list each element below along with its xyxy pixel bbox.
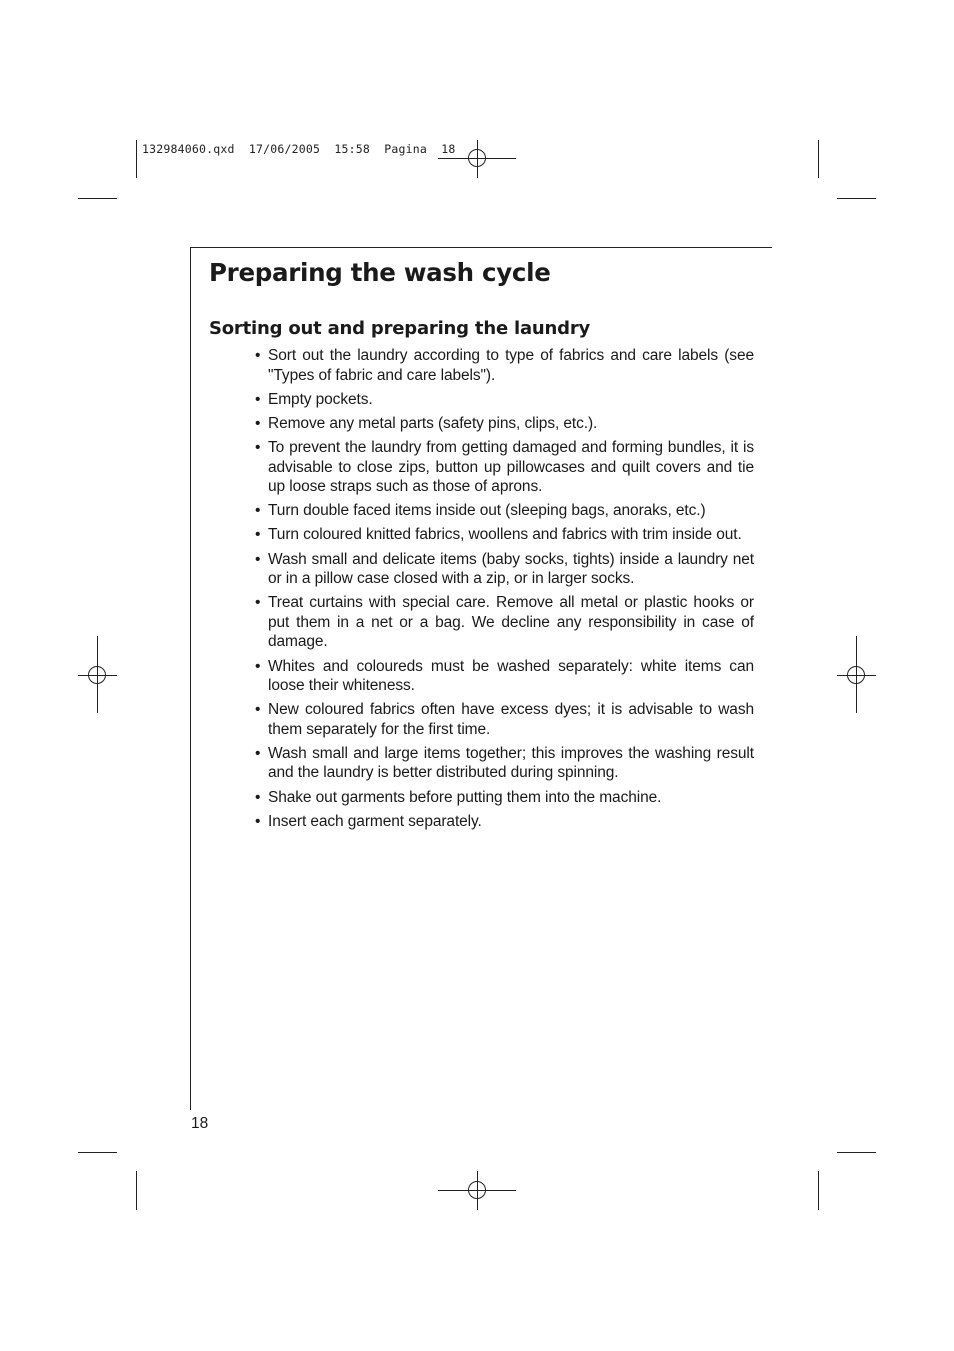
bullet-icon: • <box>255 502 261 520</box>
list-item-text: Wash small and large items together; this improves the washing result and the laundry is better distributed during spinning. <box>268 744 754 782</box>
crop-mark-bottom-right-vertical <box>818 1171 819 1210</box>
bullet-icon: • <box>255 744 261 762</box>
bullet-icon: • <box>255 594 261 612</box>
bullet-icon: • <box>255 701 261 719</box>
list-item-text: New coloured fabrics often have excess dyes; it is advisable to wash them separately for the first time. <box>268 701 754 738</box>
crop-mark-top-left-horizontal <box>78 198 117 199</box>
list-item <box>255 525 754 545</box>
crop-mark-top-left-vertical <box>136 140 137 178</box>
laundry-instructions-list <box>255 346 754 836</box>
section-heading: Sorting out and preparing the laundry <box>209 318 591 339</box>
page-title: Preparing the wash cycle <box>209 258 551 287</box>
registration-mark-top-circle <box>468 149 486 167</box>
list-item-text: Sort out the laundry according to type of fabrics and care labels (see "Types of fabric and care labels"). <box>268 347 754 384</box>
page-frame-left-rule <box>190 247 191 1110</box>
list-item-text: To prevent the laundry from getting damaged and forming bundles, it is advisable to close zips, button up pillowcases and quilt covers and tie up loose straps such as those of aprons. <box>268 439 754 496</box>
list-item <box>255 788 754 808</box>
list-item-text: Insert each garment separately. <box>268 812 482 830</box>
list-item-text: Wash small and delicate items (baby socks, tights) inside a laundry net or in a pillow case closed with a zip, or in larger socks. <box>268 550 754 588</box>
bullet-icon: • <box>255 550 261 568</box>
crop-mark-bottom-left-vertical <box>136 1171 137 1210</box>
bullet-icon: • <box>255 657 261 675</box>
crop-mark-bottom-left-horizontal <box>78 1152 117 1153</box>
registration-mark-right-circle <box>847 666 865 684</box>
crop-mark-top-right-vertical <box>818 140 819 178</box>
list-item <box>255 346 754 385</box>
list-item <box>255 501 754 521</box>
crop-mark-top-right-horizontal <box>837 198 876 199</box>
bullet-icon: • <box>255 439 261 457</box>
bullet-icon: • <box>255 347 261 364</box>
crop-mark-bottom-right-horizontal <box>837 1152 876 1153</box>
list-item-text: Turn coloured knitted fabrics, woollens and fabrics with trim inside out. <box>268 526 742 544</box>
list-item <box>255 657 754 696</box>
list-item <box>255 593 754 652</box>
page-number: 18 <box>191 1115 209 1132</box>
list-item-text: Treat curtains with special care. Remove all metal or plastic hooks or put them in a net or a bag. We decline any responsibility in case of damage. <box>268 594 754 651</box>
print-slug: 132984060.qxd 17/06/2005 15:58 Pagina 18 <box>142 142 456 156</box>
list-item-text: Empty pockets. <box>268 390 373 408</box>
registration-mark-left-circle <box>88 666 106 684</box>
list-item-text: Whites and coloureds must be washed separately: white items can loose their whiteness. <box>268 657 754 694</box>
list-item <box>255 438 754 497</box>
bullet-icon: • <box>255 812 261 830</box>
bullet-icon: • <box>255 390 261 408</box>
page-frame-top-rule <box>190 247 772 248</box>
list-item-text: Shake out garments before putting them into the machine. <box>268 788 662 806</box>
registration-mark-bottom-circle <box>468 1181 486 1199</box>
list-item <box>255 414 754 434</box>
list-item-text: Turn double faced items inside out (sleeping bags, anoraks, etc.) <box>268 502 706 520</box>
bullet-icon: • <box>255 414 261 432</box>
list-item <box>255 550 754 589</box>
list-item <box>255 744 754 783</box>
bullet-icon: • <box>255 788 261 806</box>
list-item-text: Remove any metal parts (safety pins, clips, etc.). <box>268 414 598 432</box>
list-item <box>255 700 754 739</box>
list-item <box>255 390 754 410</box>
bullet-icon: • <box>255 526 261 544</box>
list-item <box>255 812 754 832</box>
